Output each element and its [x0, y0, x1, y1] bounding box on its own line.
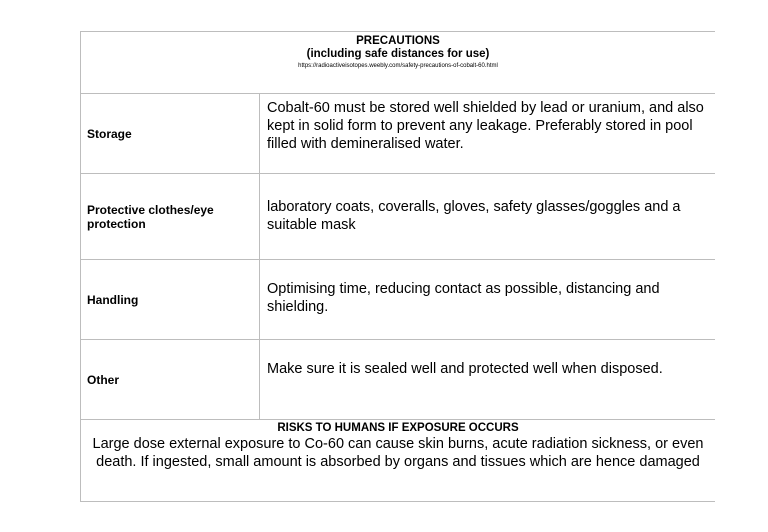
row-label: Protective clothes/eye protection [81, 174, 260, 259]
risks-title: RISKS TO HUMANS IF EXPOSURE OCCURS [277, 422, 519, 434]
table-row-storage [81, 94, 715, 174]
row-value: Optimising time, reducing contact as possible, distancing and shielding. [267, 281, 660, 315]
table-row-protective-clothes [81, 174, 715, 260]
table-row-other [81, 340, 715, 420]
risks-section [81, 420, 715, 502]
source-url: https://radioactiveisotopes.weebly.com/safety-precautions-of-cobalt-60.html [298, 63, 498, 69]
row-value: Make sure it is sealed well and protected well when disposed. [267, 361, 663, 377]
risks-body: Large dose external exposure to Co-60 can cause skin burns, acute radiation sickness, or even death. If ingested, small amount is absorbed by organs and tissues which are hence damaged [92, 436, 704, 470]
table-header [81, 32, 715, 94]
precautions-table [80, 31, 715, 502]
row-value: laboratory coats, coveralls, gloves, safety glasses/goggles and a suitable mask [267, 199, 681, 233]
page-title: PRECAUTIONS [356, 35, 440, 47]
page-subtitle: (including safe distances for use) [306, 48, 490, 60]
row-label: Handling [81, 260, 260, 339]
row-value: Cobalt-60 must be stored well shielded by lead or uranium, and also kept in solid form to prevent any leakage. Preferably stored in pool filled with demineralised water. [267, 100, 704, 152]
table-row-handling [81, 260, 715, 340]
row-label: Other [81, 340, 260, 419]
row-label: Storage [81, 94, 260, 173]
